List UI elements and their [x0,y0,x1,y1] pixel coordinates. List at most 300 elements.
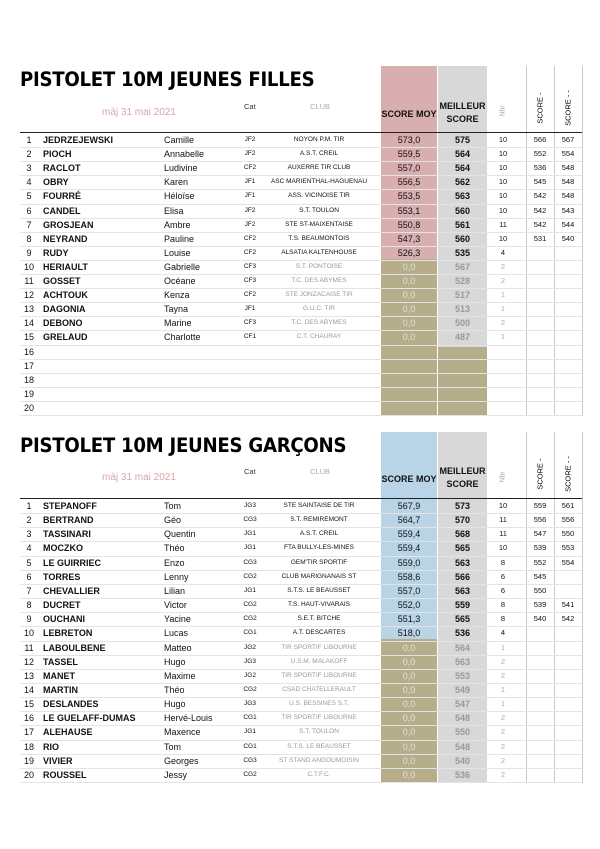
boys-cell-name: STEPANOFF [43,501,97,511]
boys-table-row [0,499,600,513]
girls-cell-category: CF2 [243,164,257,172]
boys-cell-rank: 9 [26,614,32,625]
girls-cell-first-name: Ambre [164,219,191,230]
boys-cell-first-name: Georges [164,755,199,766]
girls-cell-category: JF2 [244,150,256,158]
boys-cell-score-2: 553 [561,543,575,553]
boys-cell-score-moy: 0,0 [402,684,416,695]
boys-cell-first-name: Maxime [164,670,196,681]
girls-cell-score-2: 543 [561,205,575,215]
boys-table-row [0,556,600,570]
girls-cell-best-score: 513 [454,304,471,315]
girls-cell-category: CF1 [243,333,257,341]
girls-cell-nbr: 1 [500,290,506,300]
boys-header-nbr-label: Nbr [499,471,507,483]
boys-cell-score-moy: 559,4 [397,529,421,540]
girls-cell-best-score: 535 [454,247,471,258]
boys-header-score-moy: SCORE MOY [381,474,437,484]
boys-table-row [0,768,600,782]
boys-cell-club: C.T.F.C. [307,770,331,778]
girls-cell-score-2: 567 [561,135,575,144]
boys-cell-nbr: 1 [500,642,506,652]
girls-cell-score-moy: 526,3 [397,247,421,258]
boys-table-row [0,740,600,754]
girls-cell-name: JEDRZEJEWSKI [43,135,114,145]
girls-cell-rank: 12 [23,290,34,301]
boys-cell-score-moy: 0,0 [402,656,416,667]
boys-cell-nbr: 2 [500,727,506,737]
girls-header-club: CLUB [310,102,331,111]
boys-cell-best-score: 566 [454,571,471,582]
boys-cell-club: S.E.T. BITCHE [297,615,341,623]
girls-cell-score-2: 540 [561,233,575,243]
boys-cell-score-1: 556 [533,515,547,525]
girls-cell-best-score: 517 [454,290,471,301]
girls-cell-club: STE JONZACAISE TIR [285,291,353,299]
girls-cell-nbr: 10 [498,135,508,144]
girls-cell-category: CF3 [243,262,257,270]
girls-cell-club: A.S.T. CREIL [299,150,339,158]
girls-cell-nbr: 10 [498,149,508,159]
girls-cell-club: T.S. BEAUMONTOIS [288,234,350,242]
boys-cell-score-1: 539 [533,600,547,610]
boys-cell-nbr: 10 [498,543,508,553]
boys-cell-first-name: Enzo [164,557,185,568]
girls-cell-club: S.T. TOULON [299,206,339,214]
girls-cell-score-1: 542 [533,205,547,215]
girls-cell-score-2: 554 [561,149,575,159]
boys-cell-rank: 15 [23,699,34,710]
girls-cell-nbr: 4 [500,247,506,257]
boys-cell-score-moy: 0,0 [402,741,416,752]
boys-cell-rank: 6 [26,571,32,582]
boys-cell-category: CG2 [243,770,257,778]
girls-cell-rank: 6 [26,205,32,216]
boys-cell-club: FTA BULLY-LES-MINES [284,544,354,552]
girls-cell-best-score: 562 [454,177,471,188]
boys-row-divider [20,782,582,783]
boys-cell-score-moy: 557,0 [397,585,421,596]
girls-header-score-1-label: SCORE - [535,92,545,124]
girls-cell-club: T.C. DES ABYMES [291,277,347,284]
boys-cell-name: VIVIER [43,755,73,766]
boys-cell-best-score: 559 [454,600,471,611]
girls-cell-rank: 2 [26,149,32,160]
girls-cell-score-moy: 0,0 [402,304,416,315]
boys-cell-score-moy: 558,6 [397,571,421,582]
boys-cell-name: MOCZKO [43,543,83,554]
boys-cell-first-name: Lenny [164,571,189,582]
girls-cell-first-name: Marine [164,318,192,329]
boys-cell-club: S.T.S. LE BEAUSSET [287,742,351,750]
boys-cell-category: CG2 [243,572,257,580]
boys-cell-best-score: 540 [454,755,471,766]
boys-cell-first-name: Victor [164,600,187,611]
girls-cell-best-score: 563 [454,191,471,202]
girls-cell-best-score: 561 [454,219,471,230]
girls-cell-first-name: Annabelle [164,149,205,160]
girls-cell-first-name: Elisa [164,205,184,216]
girls-cell-club: C.T. CHAURAY [296,333,342,341]
boys-cell-rank: 14 [23,684,34,695]
boys-cell-club: A.S.T. CREIL [299,530,339,538]
girls-cell-rank: 20 [23,402,34,413]
boys-cell-score-moy: 567,9 [397,501,421,511]
boys-cell-score-2: 550 [561,529,575,539]
boys-cell-rank: 17 [23,727,34,738]
boys-header-best-line2: SCORE [446,479,479,489]
boys-table-row [0,725,600,739]
boys-cell-nbr: 10 [498,501,508,510]
boys-cell-score-2: 556 [561,515,575,525]
girls-cell-best-score: 575 [454,135,471,145]
girls-cell-best-score: 500 [454,318,471,329]
boys-table-row [0,711,600,725]
boys-cell-name: LE GUELAFF-DUMAS [43,713,136,724]
boys-cell-name: TASSINARI [43,529,91,540]
boys-cell-category: JG2 [244,671,256,679]
girls-cell-first-name: Pauline [164,233,195,244]
boys-cell-club: CLUB MARIGNANAIS ST [281,572,357,580]
boys-cell-score-moy: 0,0 [402,769,416,780]
boys-cell-best-score: 570 [454,515,471,526]
boys-cell-category: CG3 [243,516,257,524]
boys-cell-first-name: Théo [164,684,185,695]
boys-cell-score-moy: 0,0 [402,727,416,738]
girls-cell-nbr: 1 [500,332,506,342]
girls-cell-best-score: 487 [454,332,471,343]
boys-cell-club: S.T. TOULON [299,728,339,736]
boys-cell-category: CG1 [243,742,257,750]
girls-cell-club: S.T. PONTOISE [295,262,343,270]
girls-date: màj 31 mai 2021 [102,107,176,118]
boys-title: PISTOLET 10M JEUNES GARÇONS [20,434,347,457]
boys-cell-rank: 19 [23,755,34,766]
boys-cell-best-score: 568 [454,529,471,540]
boys-cell-score-1: 539 [533,543,547,553]
boys-cell-rank: 11 [24,642,34,653]
girls-cell-score-moy: 0,0 [402,332,416,343]
girls-header-score-2-label: SCORE - - [563,90,573,126]
boys-cell-name: TORRES [43,571,81,582]
boys-cell-rank: 2 [26,515,32,526]
boys-cell-category: CG3 [243,558,257,566]
girls-cell-best-score: 567 [454,261,471,272]
boys-table-row [0,655,600,669]
boys-cell-best-score: 565 [454,543,471,554]
boys-cell-rank: 7 [26,585,32,596]
boys-cell-score-2: 541 [561,600,575,610]
boys-cell-best-score: 549 [454,684,471,695]
boys-cell-category: CG2 [243,615,257,623]
boys-cell-rank: 1 [26,501,32,511]
boys-cell-name: TASSEL [43,656,78,667]
boys-cell-nbr: 8 [500,614,506,624]
girls-cell-category: JF1 [244,178,256,186]
girls-cell-rank: 10 [23,261,34,272]
boys-cell-club: TIR SPORTIF LIBOURNE [281,643,357,651]
boys-cell-club: ST STAND ANGOUMOISIN [279,756,359,764]
girls-cell-first-name: Charlotte [164,332,201,343]
boys-table-row [0,697,600,711]
boys-cell-category: CG2 [243,685,257,693]
boys-cell-rank: 8 [26,600,32,611]
girls-cell-name: GOSSET [43,276,81,286]
girls-cell-first-name: Karen [164,177,189,188]
girls-header-best-line2: SCORE [446,114,479,124]
girls-cell-category: JF1 [244,305,256,313]
girls-cell-nbr: 10 [498,205,508,215]
boys-cell-category: JG1 [244,728,256,736]
girls-cell-rank: 15 [23,332,34,343]
girls-title: PISTOLET 10M JEUNES FILLES [20,68,315,91]
girls-cell-category: CF3 [243,319,257,327]
boys-cell-nbr: 11 [499,515,507,525]
boys-cell-score-moy: 552,0 [397,600,421,611]
boys-cell-name: MARTIN [43,684,78,695]
girls-cell-nbr: 10 [498,191,508,201]
boys-cell-category: JG3 [244,657,256,665]
boys-cell-score-1: 559 [533,501,547,510]
girls-cell-score-moy: 573,0 [397,135,421,145]
boys-table-row [0,541,600,555]
girls-cell-name: GROSJEAN [43,219,94,230]
girls-cell-rank: 1 [26,135,32,145]
girls-cell-club: ASS. VICINOISE TIR [288,192,350,200]
boys-cell-best-score: 550 [454,727,471,738]
girls-cell-club: STE ST-MAIXENTAISE [285,220,353,228]
girls-cell-name: DEBONO [43,318,83,329]
boys-cell-nbr: 6 [500,585,506,595]
boys-cell-nbr: 8 [500,600,506,610]
boys-date: màj 31 mai 2021 [102,472,176,483]
boys-header-club: CLUB [310,467,331,476]
boys-header-cat: Cat [244,467,256,476]
boys-cell-best-score: 565 [454,614,471,625]
boys-cell-nbr: 2 [500,713,506,723]
girls-cell-score-1: 542 [533,219,547,229]
girls-cell-nbr: 10 [498,163,508,173]
boys-cell-nbr: 2 [500,741,506,751]
boys-cell-first-name: Hugo [164,656,186,667]
girls-cell-score-1: 536 [533,163,547,173]
boys-cell-name: ALEHAUSE [43,727,93,738]
boys-cell-category: JG2 [244,643,256,651]
girls-cell-club: G.U.C. TIR [302,305,336,313]
girls-cell-score-1: 542 [533,191,547,201]
girls-cell-category: JF2 [244,136,256,143]
boys-cell-first-name: Tom [164,741,182,752]
girls-cell-first-name: Océane [164,276,196,286]
boys-cell-best-score: 564 [454,642,471,653]
girls-cell-score-moy: 550,8 [397,219,421,230]
boys-table-row [0,584,600,598]
girls-cell-nbr: 10 [498,177,508,187]
girls-cell-category: CF2 [243,234,257,242]
boys-cell-score-moy: 564,7 [397,515,421,526]
boys-cell-first-name: Quentin [164,529,196,540]
girls-cell-score-moy: 553,5 [397,191,421,202]
boys-cell-club: T.S. HAUT-VIVARAIS [287,601,350,609]
girls-cell-nbr: 2 [500,318,506,328]
boys-cell-category: CG1 [243,714,257,722]
boys-cell-score-moy: 0,0 [402,642,416,653]
girls-cell-score-2: 548 [561,191,575,201]
girls-cell-rank: 19 [23,388,34,399]
boys-cell-nbr: 2 [500,656,506,666]
girls-header-nbr-label: Nbr [499,105,507,117]
boys-cell-first-name: Hervé-Louis [164,713,213,724]
girls-cell-score-1: 531 [533,233,547,243]
boys-cell-nbr: 11 [499,529,507,539]
boys-cell-first-name: Lucas [164,628,189,639]
girls-header-score-moy: SCORE MOY [381,109,437,119]
boys-cell-rank: 16 [23,713,34,724]
boys-cell-score-moy: 518,0 [397,628,421,639]
girls-cell-first-name: Tayna [164,304,189,315]
girls-cell-first-name: Kenza [164,290,190,301]
boys-cell-first-name: Lilian [164,585,186,596]
boys-cell-category: CG3 [243,756,257,764]
boys-cell-score-2: 542 [561,614,575,624]
girls-cell-nbr: 2 [500,276,506,285]
girls-cell-score-1: 566 [533,135,547,144]
boys-cell-name: LABOULBENE [43,642,106,653]
girls-cell-name: RACLOT [43,163,81,174]
boys-table-row [0,626,600,640]
girls-cell-category: CF2 [243,291,257,299]
girls-cell-best-score: 560 [454,205,471,216]
boys-cell-score-moy: 0,0 [402,713,416,724]
boys-cell-rank: 12 [23,656,34,667]
girls-cell-score-1: 552 [533,149,547,159]
girls-cell-score-moy: 0,0 [402,290,416,301]
girls-cell-nbr: 1 [500,304,506,314]
boys-cell-name: RIO [43,741,60,752]
boys-cell-best-score: 548 [454,713,471,724]
girls-cell-name: DAGONIA [43,304,86,315]
boys-cell-category: JG3 [244,700,256,708]
boys-cell-best-score: 573 [454,501,471,511]
boys-cell-club: S.T.S. LE BEAUSSET [287,586,351,594]
boys-table-row [0,527,600,541]
girls-cell-score-2: 548 [561,163,575,173]
boys-cell-category: JG1 [244,586,256,594]
girls-cell-rank: 18 [23,374,34,385]
boys-cell-name: CHEVALLIER [43,585,100,596]
boys-cell-nbr: 2 [500,755,506,765]
girls-cell-rank: 17 [23,360,34,371]
girls-cell-score-moy: 559,5 [397,149,421,160]
boys-cell-name: BERTRAND [43,515,94,526]
boys-cell-score-1: 540 [533,614,547,624]
boys-cell-club: TIR SPORTIF LIBOURNE [281,714,357,722]
girls-cell-club: NOYON P.M. TIR [293,136,345,143]
boys-cell-score-moy: 559,0 [397,557,421,568]
girls-cell-score-2: 548 [561,177,575,187]
girls-header-best-line1: MEILLEUR [439,101,486,111]
girls-cell-first-name: Louise [164,247,191,258]
boys-cell-best-score: 553 [454,670,471,681]
boys-cell-best-score: 547 [454,699,471,710]
boys-header-score-2-label: SCORE - - [563,456,573,492]
boys-cell-score-moy: 559,4 [397,543,421,554]
girls-cell-rank: 14 [23,318,34,329]
boys-cell-nbr: 2 [500,769,506,779]
girls-cell-best-score: 528 [454,276,471,286]
boys-cell-first-name: Jessy [164,769,188,780]
boys-cell-club: GEM'TIR SPORTIF [290,558,348,566]
boys-cell-score-2: 554 [561,557,575,567]
girls-cell-club: ASC MARIENTHAL-HAGUENAU [270,178,368,186]
boys-cell-score-1: 547 [533,529,547,539]
girls-cell-score-moy: 0,0 [402,276,416,286]
girls-cell-nbr: 11 [499,219,507,229]
girls-cell-name: ACHTOUK [43,290,88,301]
boys-header-score-2 [556,454,580,494]
boys-header-best-line1: MEILLEUR [439,466,486,476]
boys-header-score-1 [528,454,552,494]
boys-cell-nbr: 2 [500,670,506,680]
boys-cell-first-name: Hugo [164,699,186,710]
boys-cell-nbr: 4 [500,628,506,638]
boys-cell-best-score: 536 [454,769,471,780]
boys-cell-rank: 18 [23,741,34,752]
boys-header-nbr [493,462,513,492]
boys-table-row [0,598,600,612]
girls-cell-club: T.C. DES ABYMES [291,319,347,327]
boys-cell-nbr: 8 [500,557,506,567]
boys-cell-first-name: Géo [164,515,182,526]
boys-cell-nbr: 6 [500,571,506,581]
boys-cell-best-score: 563 [454,656,471,667]
boys-cell-score-1: 545 [533,571,547,581]
girls-cell-first-name: Héloïse [164,191,195,202]
boys-cell-club: U.S.M. MALAKOFF [290,657,348,665]
boys-cell-score-moy: 0,0 [402,670,416,681]
boys-cell-score-2: 561 [561,501,575,510]
girls-cell-category: CF2 [243,248,257,256]
boys-header-score-1-label: SCORE - [535,458,545,490]
boys-cell-name: LEBRETON [43,628,93,639]
boys-cell-rank: 3 [26,529,32,540]
girls-cell-name: OBRY [43,177,69,188]
girls-cell-name: CANDEL [43,205,81,216]
boys-cell-best-score: 536 [454,628,471,639]
boys-cell-rank: 10 [23,628,34,639]
boys-cell-nbr: 1 [500,699,506,709]
boys-table-row [0,683,600,697]
boys-cell-club: TIR SPORTIF LIBOURNE [281,671,357,679]
girls-cell-name: RUDY [43,247,69,258]
boys-cell-club: S.T. REMIREMONT [290,516,348,524]
girls-cell-category: JF2 [244,206,256,214]
girls-cell-score-moy: 547,3 [397,233,421,244]
girls-cell-rank: 16 [23,346,34,357]
boys-table-row [0,754,600,768]
boys-cell-rank: 20 [23,769,34,780]
boys-moy-column-top [381,432,437,498]
girls-cell-nbr: 2 [500,261,506,271]
boys-cell-category: JG1 [244,544,256,552]
boys-cell-best-score: 548 [454,741,471,752]
girls-header-cat: Cat [244,102,256,111]
boys-cell-category: JG1 [244,530,256,538]
girls-cell-nbr: 10 [498,233,508,243]
boys-table-row [0,669,600,683]
girls-cell-first-name: Ludivine [164,163,198,174]
girls-cell-rank: 3 [26,163,32,174]
